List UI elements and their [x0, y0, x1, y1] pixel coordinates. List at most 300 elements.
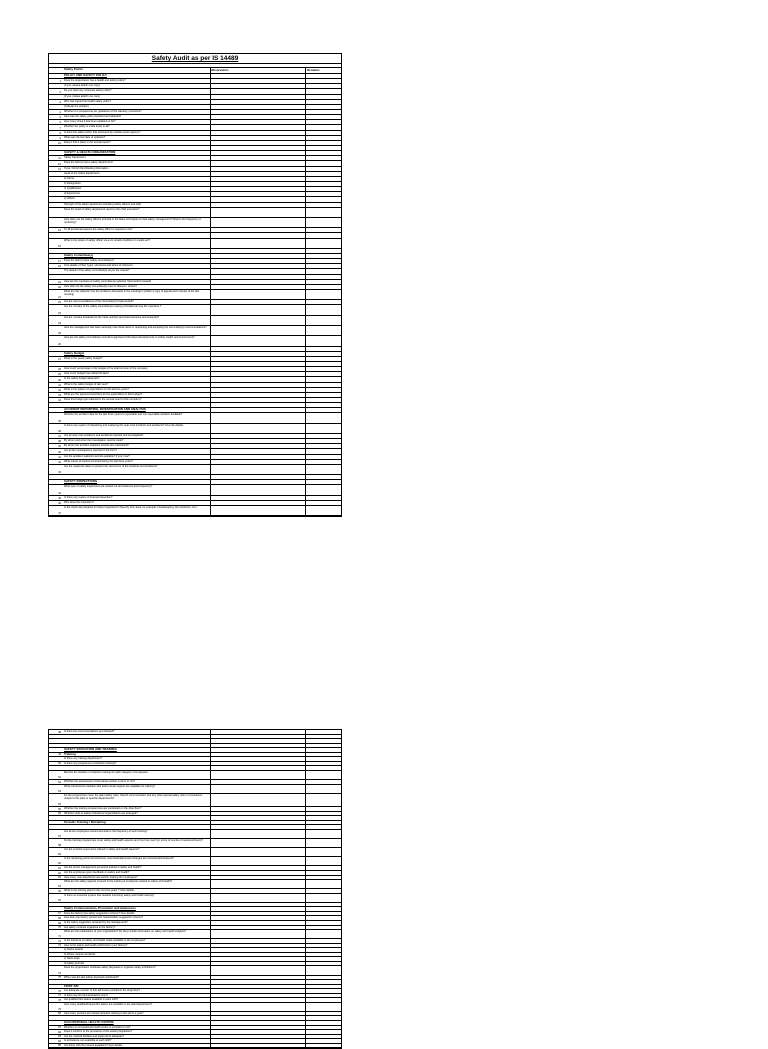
remarks-cell[interactable]: [306, 926, 341, 930]
observation-cell[interactable]: [211, 156, 306, 160]
remarks-cell[interactable]: [306, 889, 341, 893]
observation-cell[interactable]: [211, 794, 306, 807]
observation-cell[interactable]: [211, 912, 306, 916]
remarks-cell[interactable]: [306, 177, 341, 181]
remarks-cell[interactable]: [306, 460, 341, 464]
observation-cell[interactable]: [211, 848, 306, 856]
observation-cell[interactable]: [211, 994, 306, 998]
remarks-cell[interactable]: [306, 449, 341, 453]
remarks-cell[interactable]: [306, 110, 341, 114]
remarks-cell[interactable]: [306, 957, 341, 961]
observation-cell[interactable]: [211, 976, 306, 980]
remarks-cell[interactable]: [306, 254, 341, 258]
safety-point-text: Does the factory has safety suggestion scheme? Give details.: [62, 912, 211, 916]
remarks-cell[interactable]: [306, 739, 341, 743]
remarks-cell[interactable]: [306, 1026, 341, 1030]
remarks-cell[interactable]: [306, 907, 341, 911]
observation-cell[interactable]: [211, 290, 306, 299]
remarks-cell[interactable]: [306, 912, 341, 916]
observation-cell[interactable]: [211, 455, 306, 459]
observation-cell[interactable]: [211, 506, 306, 515]
remarks-cell[interactable]: [306, 871, 341, 875]
remarks-cell[interactable]: [306, 880, 341, 888]
remarks-cell[interactable]: [306, 501, 341, 505]
observation-cell[interactable]: [211, 744, 306, 748]
observation-cell[interactable]: [211, 110, 306, 114]
remarks-cell[interactable]: [306, 192, 341, 196]
remarks-cell[interactable]: [306, 84, 341, 88]
observation-cell[interactable]: [211, 398, 306, 402]
observation-cell[interactable]: [211, 372, 306, 376]
observation-cell[interactable]: [211, 187, 306, 191]
observation-cell[interactable]: [211, 889, 306, 893]
safety-point-text: Is there any system of classifying and analysing the near-miss incidents and accidents? Give the details.: [62, 424, 211, 433]
item-number: 46: [58, 502, 61, 505]
observation-cell[interactable]: [211, 948, 306, 952]
observation-cell[interactable]: [211, 1016, 306, 1020]
observation-cell[interactable]: [211, 449, 306, 453]
remarks-cell[interactable]: [306, 839, 341, 847]
remarks-cell[interactable]: [306, 239, 341, 248]
remarks-cell[interactable]: [306, 730, 341, 734]
observation-cell[interactable]: [211, 84, 306, 88]
item-number: 24: [58, 321, 61, 325]
observation-cell[interactable]: [211, 362, 306, 366]
observation-cell[interactable]: [211, 501, 306, 505]
observation-cell[interactable]: [211, 182, 306, 186]
observation-cell[interactable]: [211, 408, 306, 412]
remarks-cell[interactable]: [306, 434, 341, 438]
remarks-cell[interactable]: [306, 228, 341, 232]
observation-cell[interactable]: [211, 1026, 306, 1030]
remarks-cell[interactable]: [306, 944, 341, 948]
remarks-cell[interactable]: [306, 985, 341, 989]
remarks-cell[interactable]: [306, 280, 341, 284]
remarks-cell[interactable]: [306, 167, 341, 171]
remarks-cell[interactable]: [306, 753, 341, 757]
observation-cell[interactable]: [211, 259, 306, 263]
remarks-cell[interactable]: [306, 408, 341, 412]
remarks-cell[interactable]: [306, 362, 341, 366]
observation-cell[interactable]: [211, 966, 306, 974]
observation-cell[interactable]: [211, 962, 306, 966]
observation-cell[interactable]: [211, 336, 306, 345]
remarks-cell[interactable]: [306, 485, 341, 494]
observation-cell[interactable]: [211, 980, 306, 984]
remarks-cell[interactable]: [306, 393, 341, 397]
observation-cell[interactable]: [211, 208, 306, 217]
remarks-cell[interactable]: [306, 994, 341, 998]
observation-cell[interactable]: [211, 141, 306, 145]
remarks-cell[interactable]: [306, 187, 341, 191]
observation-cell[interactable]: [211, 357, 306, 361]
observation-cell[interactable]: [211, 907, 306, 911]
observation-cell[interactable]: [211, 998, 306, 1002]
item-number: 30: [58, 378, 61, 382]
item-number: 80: [58, 1012, 61, 1016]
remarks-cell[interactable]: [306, 316, 341, 325]
remarks-cell[interactable]: [306, 744, 341, 748]
safety-point-text: Strength of the safety department including safety officers and staff: [62, 203, 211, 207]
remarks-cell[interactable]: [306, 131, 341, 135]
observation-cell[interactable]: [211, 916, 306, 920]
remarks-cell[interactable]: [306, 424, 341, 433]
remarks-cell[interactable]: [306, 347, 341, 351]
observation-cell[interactable]: [211, 89, 306, 93]
observation-cell[interactable]: [211, 460, 306, 464]
remarks-cell[interactable]: [306, 141, 341, 145]
safety-point-text: How much budget has utilized till date?: [62, 372, 211, 376]
observation-cell[interactable]: [211, 393, 306, 397]
observation-cell[interactable]: [211, 444, 306, 448]
remarks-cell[interactable]: [306, 151, 341, 155]
observation-cell[interactable]: [211, 739, 306, 743]
remarks-cell[interactable]: [306, 830, 341, 838]
observation-cell[interactable]: [211, 403, 306, 407]
remarks-cell[interactable]: [306, 352, 341, 356]
observation-cell[interactable]: [211, 825, 306, 829]
observation-cell[interactable]: [211, 439, 306, 443]
observation-cell[interactable]: [211, 269, 306, 273]
remarks-cell[interactable]: [306, 79, 341, 83]
item-number: 16: [58, 244, 61, 248]
observation-cell[interactable]: [211, 197, 306, 201]
observation-cell[interactable]: [211, 105, 306, 109]
safety-point-text: Head of the safety department:-: [62, 172, 211, 176]
observation-cell[interactable]: [211, 475, 306, 479]
remarks-cell[interactable]: [306, 146, 341, 150]
remarks-cell[interactable]: [306, 475, 341, 479]
safety-point-text: Are these with the present legislation? Give details.: [62, 1044, 211, 1048]
audit-sheet-page-1: [48, 53, 342, 517]
observation-cell[interactable]: [211, 167, 306, 171]
remarks-cell[interactable]: [306, 444, 341, 448]
remarks-cell[interactable]: [306, 876, 341, 880]
observation-cell[interactable]: [211, 812, 306, 816]
remarks-cell[interactable]: [306, 807, 341, 811]
item-number: 60: [58, 862, 61, 866]
observation-cell[interactable]: [211, 1003, 306, 1011]
remarks-cell[interactable]: [306, 249, 341, 253]
remarks-cell[interactable]: [306, 172, 341, 176]
remarks-cell[interactable]: [306, 1021, 341, 1025]
remarks-cell[interactable]: [306, 1012, 341, 1016]
item-number: 21: [58, 296, 61, 300]
col-safety-points: Safety Points: [62, 68, 211, 73]
observation-cell[interactable]: [211, 131, 306, 135]
observation-cell[interactable]: [211, 876, 306, 880]
remarks-cell[interactable]: [306, 388, 341, 392]
remarks-cell[interactable]: [306, 125, 341, 129]
remarks-cell[interactable]: [306, 285, 341, 289]
observation-cell[interactable]: [211, 839, 306, 847]
safety-point-text: Do you have any corporate safety policy?: [62, 89, 211, 93]
observation-cell[interactable]: [211, 1035, 306, 1039]
observation-cell[interactable]: [211, 203, 306, 207]
item-number: [49, 907, 62, 911]
observation-cell[interactable]: [211, 926, 306, 930]
remarks-cell[interactable]: [306, 1044, 341, 1048]
remarks-cell[interactable]: [306, 233, 341, 237]
remarks-cell[interactable]: [306, 921, 341, 925]
remarks-cell[interactable]: [306, 816, 341, 820]
remarks-cell[interactable]: [306, 857, 341, 865]
observation-cell[interactable]: [211, 1030, 306, 1034]
observation-cell[interactable]: [211, 300, 306, 304]
item-number: 50: [58, 762, 61, 766]
remarks-cell[interactable]: [306, 383, 341, 387]
remarks-cell[interactable]: [306, 136, 341, 140]
remarks-cell[interactable]: [306, 203, 341, 207]
item-number: [49, 187, 62, 191]
item-number: 20: [58, 285, 61, 289]
remarks-cell[interactable]: [306, 403, 341, 407]
remarks-cell[interactable]: [306, 794, 341, 807]
observation-cell[interactable]: [211, 218, 306, 227]
remarks-cell[interactable]: [306, 1039, 341, 1043]
observation-cell[interactable]: [211, 766, 306, 770]
remarks-cell[interactable]: [306, 218, 341, 227]
observation-cell[interactable]: [211, 136, 306, 140]
observation-cell[interactable]: [211, 1039, 306, 1043]
item-number: [49, 192, 62, 196]
observation-cell[interactable]: [211, 120, 306, 124]
observation-cell[interactable]: [211, 957, 306, 961]
remarks-cell[interactable]: [306, 300, 341, 304]
observation-cell[interactable]: [211, 953, 306, 957]
remarks-cell[interactable]: [306, 1003, 341, 1011]
remarks-cell[interactable]: [306, 766, 341, 770]
remarks-cell[interactable]: [306, 439, 341, 443]
observation-cell[interactable]: [211, 496, 306, 500]
remarks-cell[interactable]: [306, 275, 341, 279]
observation-cell[interactable]: [211, 985, 306, 989]
remarks-cell[interactable]: [306, 100, 341, 104]
sheet1-rows: [49, 74, 341, 516]
audit-question-row: [49, 239, 341, 249]
remarks-cell[interactable]: [306, 821, 341, 825]
remarks-cell[interactable]: [306, 377, 341, 381]
observation-cell[interactable]: [211, 95, 306, 99]
observation-cell[interactable]: [211, 192, 306, 196]
observation-cell[interactable]: [211, 465, 306, 474]
remarks-cell[interactable]: [306, 825, 341, 829]
remarks-cell[interactable]: [306, 506, 341, 515]
remarks-cell[interactable]: [306, 398, 341, 402]
remarks-cell[interactable]: [306, 916, 341, 920]
observation-cell[interactable]: [211, 74, 306, 78]
observation-cell[interactable]: [211, 762, 306, 766]
remarks-cell[interactable]: [306, 161, 341, 165]
observation-cell[interactable]: [211, 757, 306, 761]
remarks-cell[interactable]: [306, 866, 341, 870]
remarks-cell[interactable]: [306, 197, 341, 201]
audit-question-row: [49, 966, 341, 975]
observation-cell[interactable]: [211, 880, 306, 888]
remarks-cell[interactable]: [306, 762, 341, 766]
observation-cell[interactable]: [211, 780, 306, 784]
item-number: 62: [58, 871, 61, 875]
observation-cell[interactable]: [211, 816, 306, 820]
audit-sheet-page-2: [48, 729, 342, 1049]
observation-cell[interactable]: [211, 807, 306, 811]
observation-cell[interactable]: [211, 424, 306, 433]
remarks-cell[interactable]: [306, 357, 341, 361]
observation-cell[interactable]: [211, 275, 306, 279]
observation-cell[interactable]: [211, 748, 306, 752]
remarks-cell[interactable]: [306, 948, 341, 952]
remarks-cell[interactable]: [306, 1016, 341, 1020]
observation-cell[interactable]: [211, 388, 306, 392]
observation-cell[interactable]: [211, 735, 306, 739]
item-number: [49, 182, 62, 186]
remarks-cell[interactable]: [306, 208, 341, 217]
observation-cell[interactable]: [211, 172, 306, 176]
remarks-cell[interactable]: [306, 336, 341, 345]
remarks-cell[interactable]: [306, 953, 341, 957]
remarks-cell[interactable]: [306, 930, 341, 938]
observation-cell[interactable]: [211, 930, 306, 938]
remarks-cell[interactable]: [306, 785, 341, 793]
remarks-cell[interactable]: [306, 182, 341, 186]
observation-cell[interactable]: [211, 857, 306, 865]
remarks-cell[interactable]: [306, 372, 341, 376]
observation-cell[interactable]: [211, 1012, 306, 1016]
remarks-cell[interactable]: [306, 1035, 341, 1039]
safety-point-text: How much percentage is this budget of the total turnover of the company.: [62, 367, 211, 371]
remarks-cell[interactable]: [306, 771, 341, 779]
remarks-cell[interactable]: [306, 480, 341, 484]
observation-cell[interactable]: [211, 151, 306, 155]
observation-cell[interactable]: [211, 944, 306, 948]
observation-cell[interactable]: [211, 830, 306, 838]
observation-cell[interactable]: [211, 254, 306, 258]
remarks-cell[interactable]: [306, 812, 341, 816]
remarks-cell[interactable]: [306, 780, 341, 784]
safety-point-text: e) Others: [62, 197, 211, 201]
observation-cell[interactable]: [211, 866, 306, 870]
observation-cell[interactable]: [211, 730, 306, 734]
observation-cell[interactable]: [211, 326, 306, 335]
safety-point-text: Are the minutes forwarded to the trade union(s) and chief executive and accepted?: [62, 316, 211, 325]
remarks-cell[interactable]: [306, 120, 341, 124]
remarks-cell[interactable]: [306, 496, 341, 500]
remarks-cell[interactable]: [306, 259, 341, 263]
observation-cell[interactable]: [211, 352, 306, 356]
remarks-cell[interactable]: [306, 735, 341, 739]
remarks-cell[interactable]: [306, 455, 341, 459]
remarks-cell[interactable]: [306, 757, 341, 761]
remarks-cell[interactable]: [306, 1030, 341, 1034]
item-number: [49, 203, 62, 207]
observation-cell[interactable]: [211, 316, 306, 325]
observation-cell[interactable]: [211, 239, 306, 248]
observation-cell[interactable]: [211, 989, 306, 993]
safety-point-text: [62, 903, 211, 907]
observation-cell[interactable]: [211, 485, 306, 494]
remarks-cell[interactable]: [306, 74, 341, 78]
sheet-title: Safety Audit as per IS 14489: [49, 54, 341, 64]
observation-cell[interactable]: [211, 100, 306, 104]
observation-cell[interactable]: [211, 903, 306, 907]
observation-cell[interactable]: [211, 771, 306, 779]
observation-cell[interactable]: [211, 480, 306, 484]
observation-cell[interactable]: [211, 146, 306, 150]
observation-cell[interactable]: [211, 894, 306, 902]
observation-cell[interactable]: [211, 79, 306, 83]
remarks-cell[interactable]: [306, 748, 341, 752]
remarks-cell[interactable]: [306, 115, 341, 119]
remarks-cell[interactable]: [306, 903, 341, 907]
observation-cell[interactable]: [211, 285, 306, 289]
observation-cell[interactable]: [211, 939, 306, 943]
remarks-cell[interactable]: [306, 156, 341, 160]
remarks-cell[interactable]: [306, 465, 341, 474]
observation-cell[interactable]: [211, 264, 306, 268]
remarks-cell[interactable]: [306, 413, 341, 422]
observation-cell[interactable]: [211, 753, 306, 757]
remarks-cell[interactable]: [306, 989, 341, 993]
observation-cell[interactable]: [211, 1044, 306, 1048]
observation-cell[interactable]: [211, 280, 306, 284]
remarks-cell[interactable]: [306, 894, 341, 902]
observation-cell[interactable]: [211, 347, 306, 351]
observation-cell[interactable]: [211, 871, 306, 875]
safety-point-text: What was the last date of updation?: [62, 136, 211, 140]
observation-cell[interactable]: [211, 785, 306, 793]
remarks-cell[interactable]: [306, 264, 341, 268]
remarks-cell[interactable]: [306, 939, 341, 943]
observation-cell[interactable]: [211, 125, 306, 129]
remarks-cell[interactable]: [306, 998, 341, 1002]
remarks-cell[interactable]: [306, 305, 341, 314]
observation-cell[interactable]: [211, 383, 306, 387]
remarks-cell[interactable]: [306, 269, 341, 273]
observation-cell[interactable]: [211, 821, 306, 825]
remarks-cell[interactable]: [306, 966, 341, 974]
remarks-cell[interactable]: [306, 980, 341, 984]
observation-cell[interactable]: [211, 228, 306, 232]
safety-point-text: Does the factory has a safety department?: [62, 161, 211, 165]
item-number: 66: [58, 898, 61, 902]
observation-cell[interactable]: [211, 1021, 306, 1025]
remarks-cell[interactable]: [306, 976, 341, 980]
observation-cell[interactable]: [211, 367, 306, 371]
remarks-cell[interactable]: [306, 848, 341, 856]
safety-point-text: What are the publications of your organization? Do they include information on safety and health subjects?: [62, 930, 211, 938]
observation-cell[interactable]: [211, 249, 306, 253]
observation-cell[interactable]: [211, 161, 306, 165]
remarks-cell[interactable]: [306, 290, 341, 299]
remarks-cell[interactable]: [306, 95, 341, 99]
remarks-cell[interactable]: [306, 89, 341, 93]
observation-cell[interactable]: [211, 434, 306, 438]
item-number: 35: [58, 419, 61, 423]
observation-cell[interactable]: [211, 413, 306, 422]
remarks-cell[interactable]: [306, 326, 341, 335]
remarks-cell[interactable]: [306, 105, 341, 109]
observation-cell[interactable]: [211, 377, 306, 381]
observation-cell[interactable]: [211, 115, 306, 119]
item-number: 55: [58, 807, 61, 811]
remarks-cell[interactable]: [306, 367, 341, 371]
observation-cell[interactable]: [211, 921, 306, 925]
observation-cell[interactable]: [211, 305, 306, 314]
remarks-cell[interactable]: [306, 962, 341, 966]
observation-cell[interactable]: [211, 233, 306, 237]
observation-cell[interactable]: [211, 177, 306, 181]
safety-point-text: Does this budget get reflected in the annual report of the company?: [62, 398, 211, 402]
